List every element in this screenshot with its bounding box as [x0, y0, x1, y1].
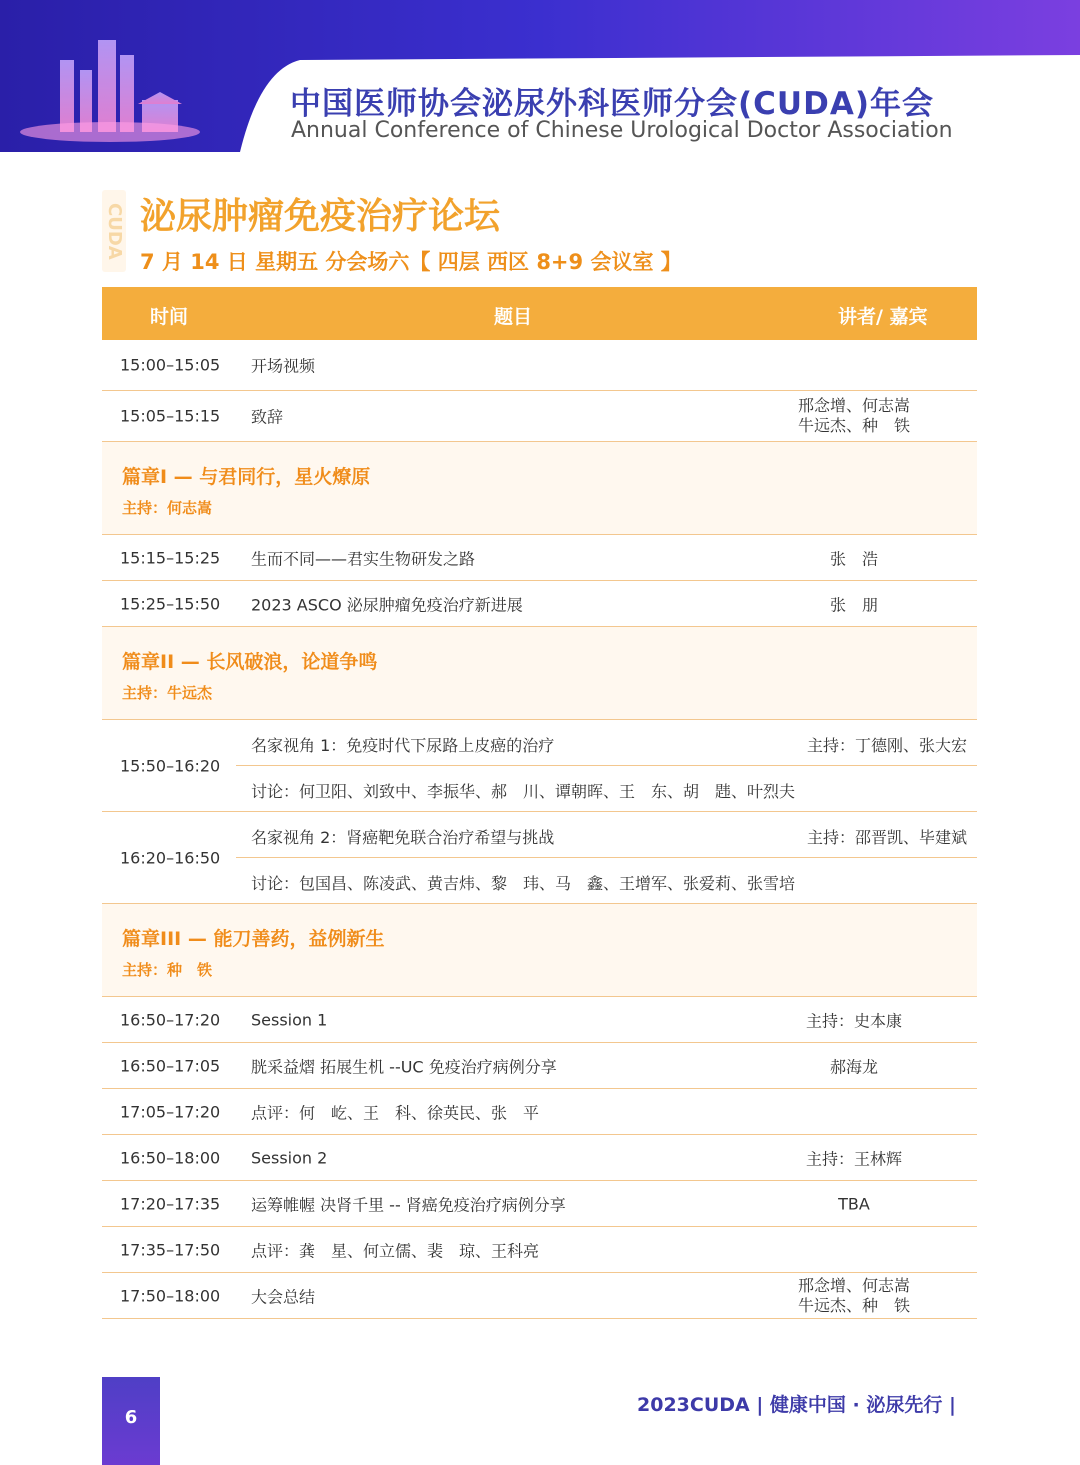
footer-slogan: 2023CUDA | 健康中国 · 泌尿先行 |	[637, 1394, 956, 1416]
page-number-box	[102, 1377, 160, 1465]
table-header	[102, 287, 977, 340]
row-host: 主持：邵晋凯、毕建斌	[806, 828, 967, 847]
forum-title: 泌尿肿瘤免疫治疗论坛	[140, 196, 501, 237]
row-topic: 运筹帷幄 决肾千里 -- 肾癌免疫治疗病例分享	[251, 1195, 566, 1214]
row-speaker	[779, 396, 929, 436]
row-time: 15:50–16:20	[120, 756, 221, 775]
chapter-title: 篇章II — 长风破浪，论道争鸣	[122, 651, 378, 673]
row-speaker: TBA	[838, 1194, 870, 1213]
panel-row	[102, 812, 977, 904]
chapter-title: 篇章III — 能刀善药，益例新生	[122, 928, 385, 950]
schedule-table	[102, 287, 977, 1319]
row-topic: 胱采益熠 拓展生机 --UC 免疫治疗病例分享	[251, 1057, 557, 1076]
row-topic: 点评：何 屹、王 科、徐英民、张 平	[251, 1103, 540, 1122]
table-row	[102, 535, 977, 581]
row-time: 15:05–15:15	[120, 406, 221, 426]
speaker-line: 牛远杰、种 铁	[797, 1295, 910, 1315]
row-speaker: 张 朋	[829, 595, 878, 614]
row-time: 17:20–17:35	[120, 1194, 221, 1213]
row-time: 16:50–17:20	[120, 1010, 221, 1029]
speaker-line: 邢念增、何志嵩	[797, 1275, 910, 1295]
row-divider	[236, 857, 977, 858]
row-speaker: 主持：王林辉	[805, 1149, 902, 1168]
row-topic: 点评：龚 星、何立儒、裴 琼、王科亮	[251, 1241, 540, 1260]
row-time: 17:05–17:20	[120, 1102, 221, 1121]
chapter-row	[102, 442, 977, 535]
chapter-host: 主持：牛远杰	[122, 684, 213, 702]
row-topic: Session 2	[251, 1148, 328, 1167]
chapter-title: 篇章I — 与君同行，星火燎原	[122, 466, 371, 488]
row-time: 15:25–15:50	[120, 594, 221, 613]
row-divider	[236, 765, 977, 766]
table-row	[102, 581, 977, 627]
header-topic: 题目	[494, 306, 533, 328]
row-time: 15:00–15:05	[120, 355, 221, 375]
row-topic: 名家视角 2：肾癌靶免联合治疗希望与挑战	[251, 828, 555, 847]
row-speaker	[779, 1276, 929, 1316]
row-time: 17:50–18:00	[120, 1286, 221, 1305]
conference-title-en: Annual Conference of Chinese Urological Doctor Association	[291, 118, 953, 143]
chapter-row	[102, 627, 977, 720]
header-time: 时间	[150, 306, 189, 328]
panel-row	[102, 720, 977, 812]
chapter-row	[102, 904, 977, 997]
row-topic: 致辞	[251, 407, 284, 427]
table-row	[102, 391, 977, 442]
speaker-line: 邢念增、何志嵩	[797, 396, 910, 415]
row-topic: 大会总结	[251, 1287, 316, 1306]
cuda-watermark: CUDA	[102, 190, 126, 272]
row-topic: 名家视角 1：免疫时代下尿路上皮癌的治疗	[251, 736, 555, 755]
row-host: 主持：丁德刚、张大宏	[806, 736, 967, 755]
chapter-host: 主持：种 铁	[122, 961, 213, 979]
row-time: 15:15–15:25	[120, 548, 221, 567]
row-topic: 开场视频	[251, 356, 316, 376]
speaker-line: 牛远杰、种 铁	[797, 416, 910, 435]
table-row	[102, 997, 977, 1043]
row-discussion: 讨论：包国昌、陈凌武、黄吉炜、黎 玮、马 鑫、王增军、张爱莉、张雪培	[251, 874, 796, 893]
row-topic: Session 1	[251, 1010, 328, 1029]
row-speaker: 郝海龙	[829, 1057, 878, 1076]
row-discussion: 讨论：何卫阳、刘致中、李振华、郝 川、谭朝晖、王 东、胡 韪、叶烈夫	[251, 782, 796, 801]
page-header	[0, 0, 1080, 152]
table-row	[102, 1227, 977, 1273]
row-time: 16:20–16:50	[120, 848, 221, 867]
forum-date-venue: 7 月 14 日 星期五 分会场六【 四层 西区 8+9 会议室 】	[140, 250, 682, 274]
row-speaker: 主持：史本康	[805, 1011, 902, 1030]
row-topic: 2023 ASCO 泌尿肿瘤免疫治疗新进展	[251, 595, 523, 614]
row-time: 16:50–18:00	[120, 1148, 221, 1167]
conference-title-cn: 中国医师协会泌尿外科医师分会(CUDA)年会	[290, 86, 934, 122]
row-time: 16:50–17:05	[120, 1056, 221, 1075]
table-row	[102, 1181, 977, 1227]
row-time: 17:35–17:50	[120, 1240, 221, 1259]
table-row	[102, 1135, 977, 1181]
table-row	[102, 1273, 977, 1319]
table-row	[102, 340, 977, 391]
chapter-host: 主持：何志嵩	[122, 499, 213, 517]
table-row	[102, 1089, 977, 1135]
table-row	[102, 1043, 977, 1089]
header-speaker: 讲者/ 嘉宾	[838, 306, 928, 328]
row-topic: 生而不同——君实生物研发之路	[251, 549, 476, 568]
page-number: 6	[124, 1407, 138, 1428]
row-speaker: 张 浩	[829, 549, 878, 568]
